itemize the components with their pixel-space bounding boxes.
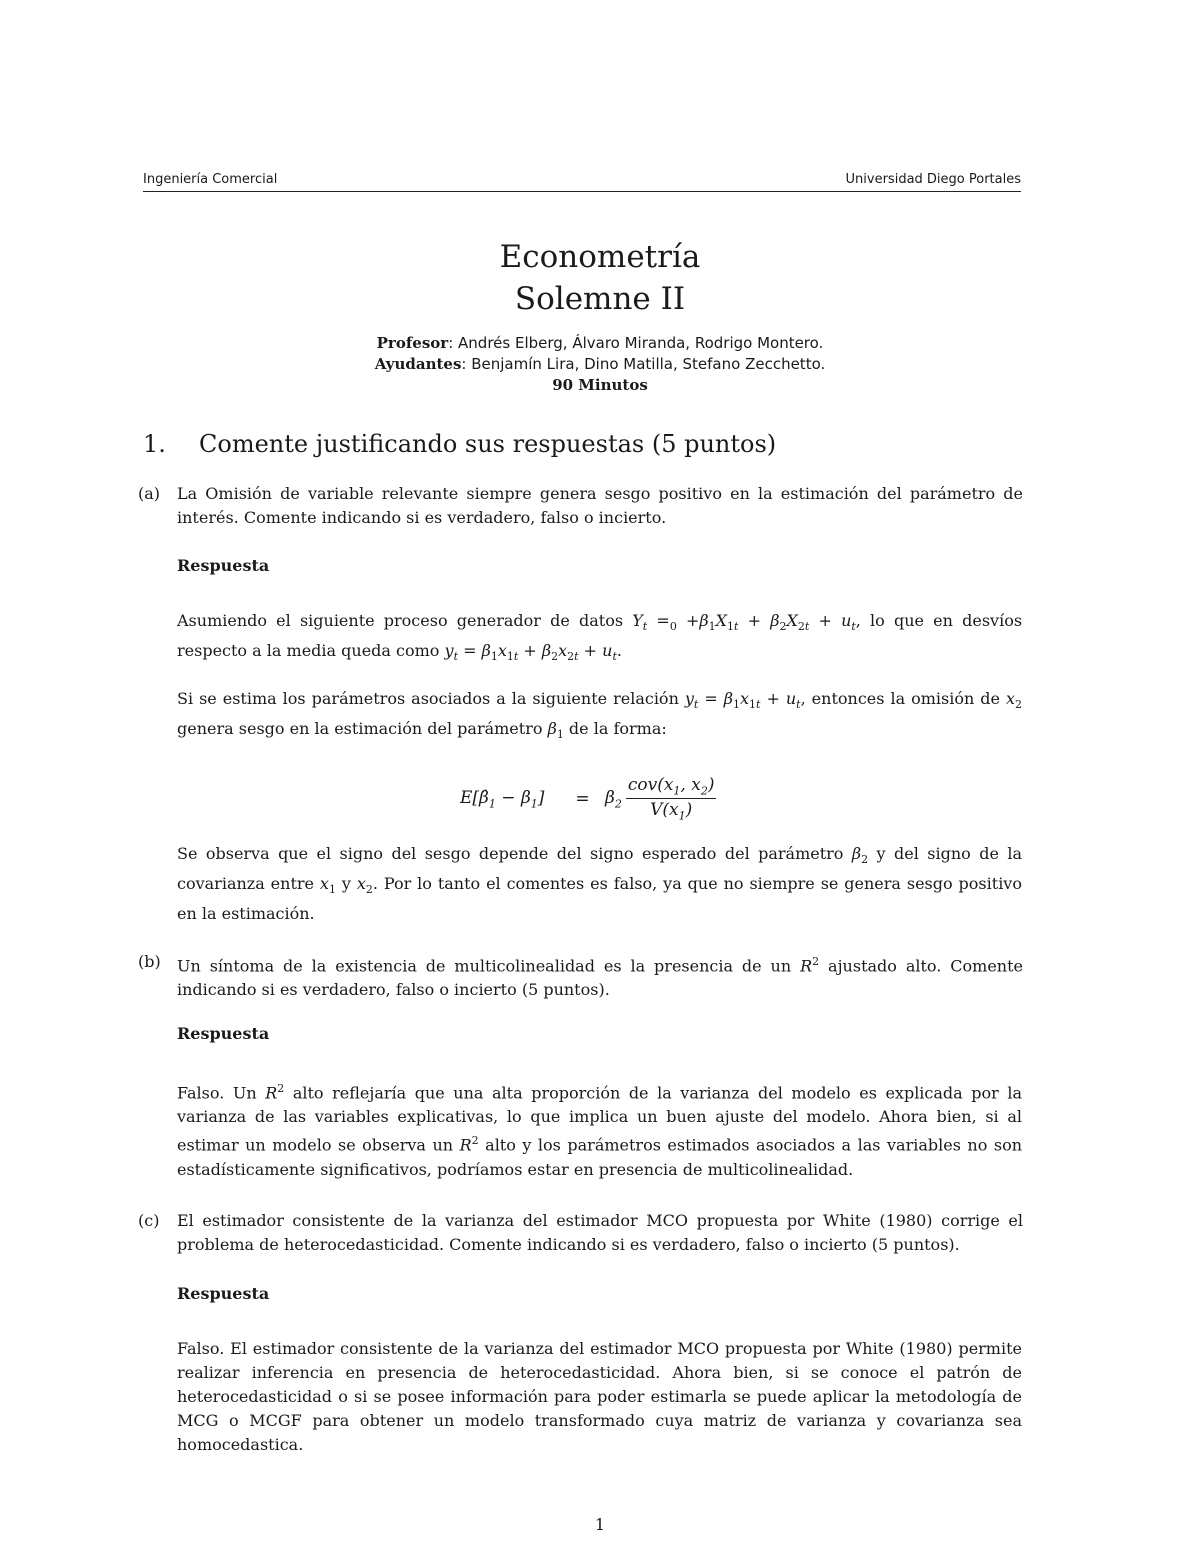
exam-meta <box>0 333 1200 396</box>
answer-c: Falso. El estimador consistente de la varianza del estimador MCO propuesta por White (1980) permite realizar inferencia en presencia de heterocedasticidad. Ahora bien, si se conoce el patrón de heterocedasticidad o si se posee información para poder estimarla se puede aplicar la metodología de MCG o MCGF para obtener un modelo transformado cuya matriz de varianza y covarianza sea homocedastica. <box>177 1339 1022 1454</box>
question-a-label: (a) <box>138 484 161 503</box>
bias-equation: $E[\betâ_1 - \beta_1]$ = $\beta_2$ $\frac{cov(x_1, x_2)}{V(x_1)}$ <box>460 775 715 823</box>
question-b-text: Un síntoma de la existencia de multicolinealidad es la presencia de un $R^2$ ajustado alto. Comente indicando si es verdadero, falso o incierto (5 puntos). <box>177 955 1023 1000</box>
duration: 90 Minutos <box>552 376 648 394</box>
question-a-text: La Omisión de variable relevante siempre genera sesgo positivo en la estimación del parámetro de interés. Comente indicando si es verdadero, falso o incierto. <box>177 484 1023 527</box>
course-title: Econometría <box>499 239 701 275</box>
question-a <box>138 482 1023 530</box>
profesor-line <box>0 333 1200 354</box>
response-a-label: Respuesta <box>177 556 270 575</box>
question-c-text: El estimador consistente de la varianza del estimador MCO propuesta por White (1980) corrige el problema de heterocedasticidad. Comente indicando si es verdadero, falso o incierto (5 puntos). <box>177 1211 1023 1254</box>
answer-b: Falso. Un $R^2$ alto reflejaría que una alta proporción de la varianza del modelo es explicada por la varianza de las variables explicativas, lo que implica un buen ajuste del modelo. Ahora bien, si al estimar un modelo se observa un $R^2$ alto y los parámetros estimados asociados a las variables no son estadísticamente significativos, podríamos estar en presencia de multicolinealidad. <box>177 1082 1023 1179</box>
section-number: 1. <box>143 430 166 458</box>
response-c-label: Respuesta <box>177 1284 270 1303</box>
title-block <box>0 236 1200 320</box>
ayudantes-label: Ayudantes <box>374 355 462 373</box>
question-c-label: (c) <box>138 1211 160 1230</box>
section-heading <box>143 430 776 458</box>
ayudantes-line <box>0 354 1200 375</box>
question-b <box>138 950 1023 1002</box>
header-rule <box>143 191 1021 192</box>
question-c <box>138 1209 1023 1257</box>
profesor-names: : Andrés Elberg, Álvaro Miranda, Rodrigo Montero. <box>448 334 824 352</box>
answer-a-paragraph-3: Se observa que el signo del sesgo depende del signo esperado del parámetro $\beta_2$ y del signo de la covarianza entre $x_1$ y $x_2$. Por lo tanto el comentes es falso, ya que no siempre se genera sesgo positivo en la estimación. <box>177 844 1023 924</box>
answer-a-paragraph-1: Asumiendo el siguiente proceso generador de datos $Y_t =_0 +\beta_1X_{1t} + \beta_2X_{2t} + u_t$, lo que en desvíos respecto a la media queda como $y_t = \beta_1x_{1t} + \beta_2x_{2t} + u_t$. <box>177 611 1023 664</box>
answer-a-paragraph-2: Si se estima los parámetros asociados a la siguiente relación $y_t = \beta_1x_{1t} + u_t$, entonces la omisión de $x_2$ genera sesgo en la estimación del parámetro $\beta_1$ de la forma: <box>177 689 1023 742</box>
section-title: Comente justificando sus respuestas (5 puntos) <box>199 430 777 458</box>
exam-title: Solemne II <box>514 281 686 317</box>
header-right: Universidad Diego Portales <box>845 172 1021 187</box>
profesor-label: Profesor <box>376 334 449 352</box>
response-b-label: Respuesta <box>177 1024 270 1043</box>
question-b-label: (b) <box>138 952 161 971</box>
ayudantes-names: : Benjamín Lira, Dino Matilla, Stefano Zecchetto. <box>461 355 826 373</box>
running-header <box>143 172 1021 187</box>
page-number: 1 <box>594 1515 606 1534</box>
header-left: Ingeniería Comercial <box>143 172 278 187</box>
